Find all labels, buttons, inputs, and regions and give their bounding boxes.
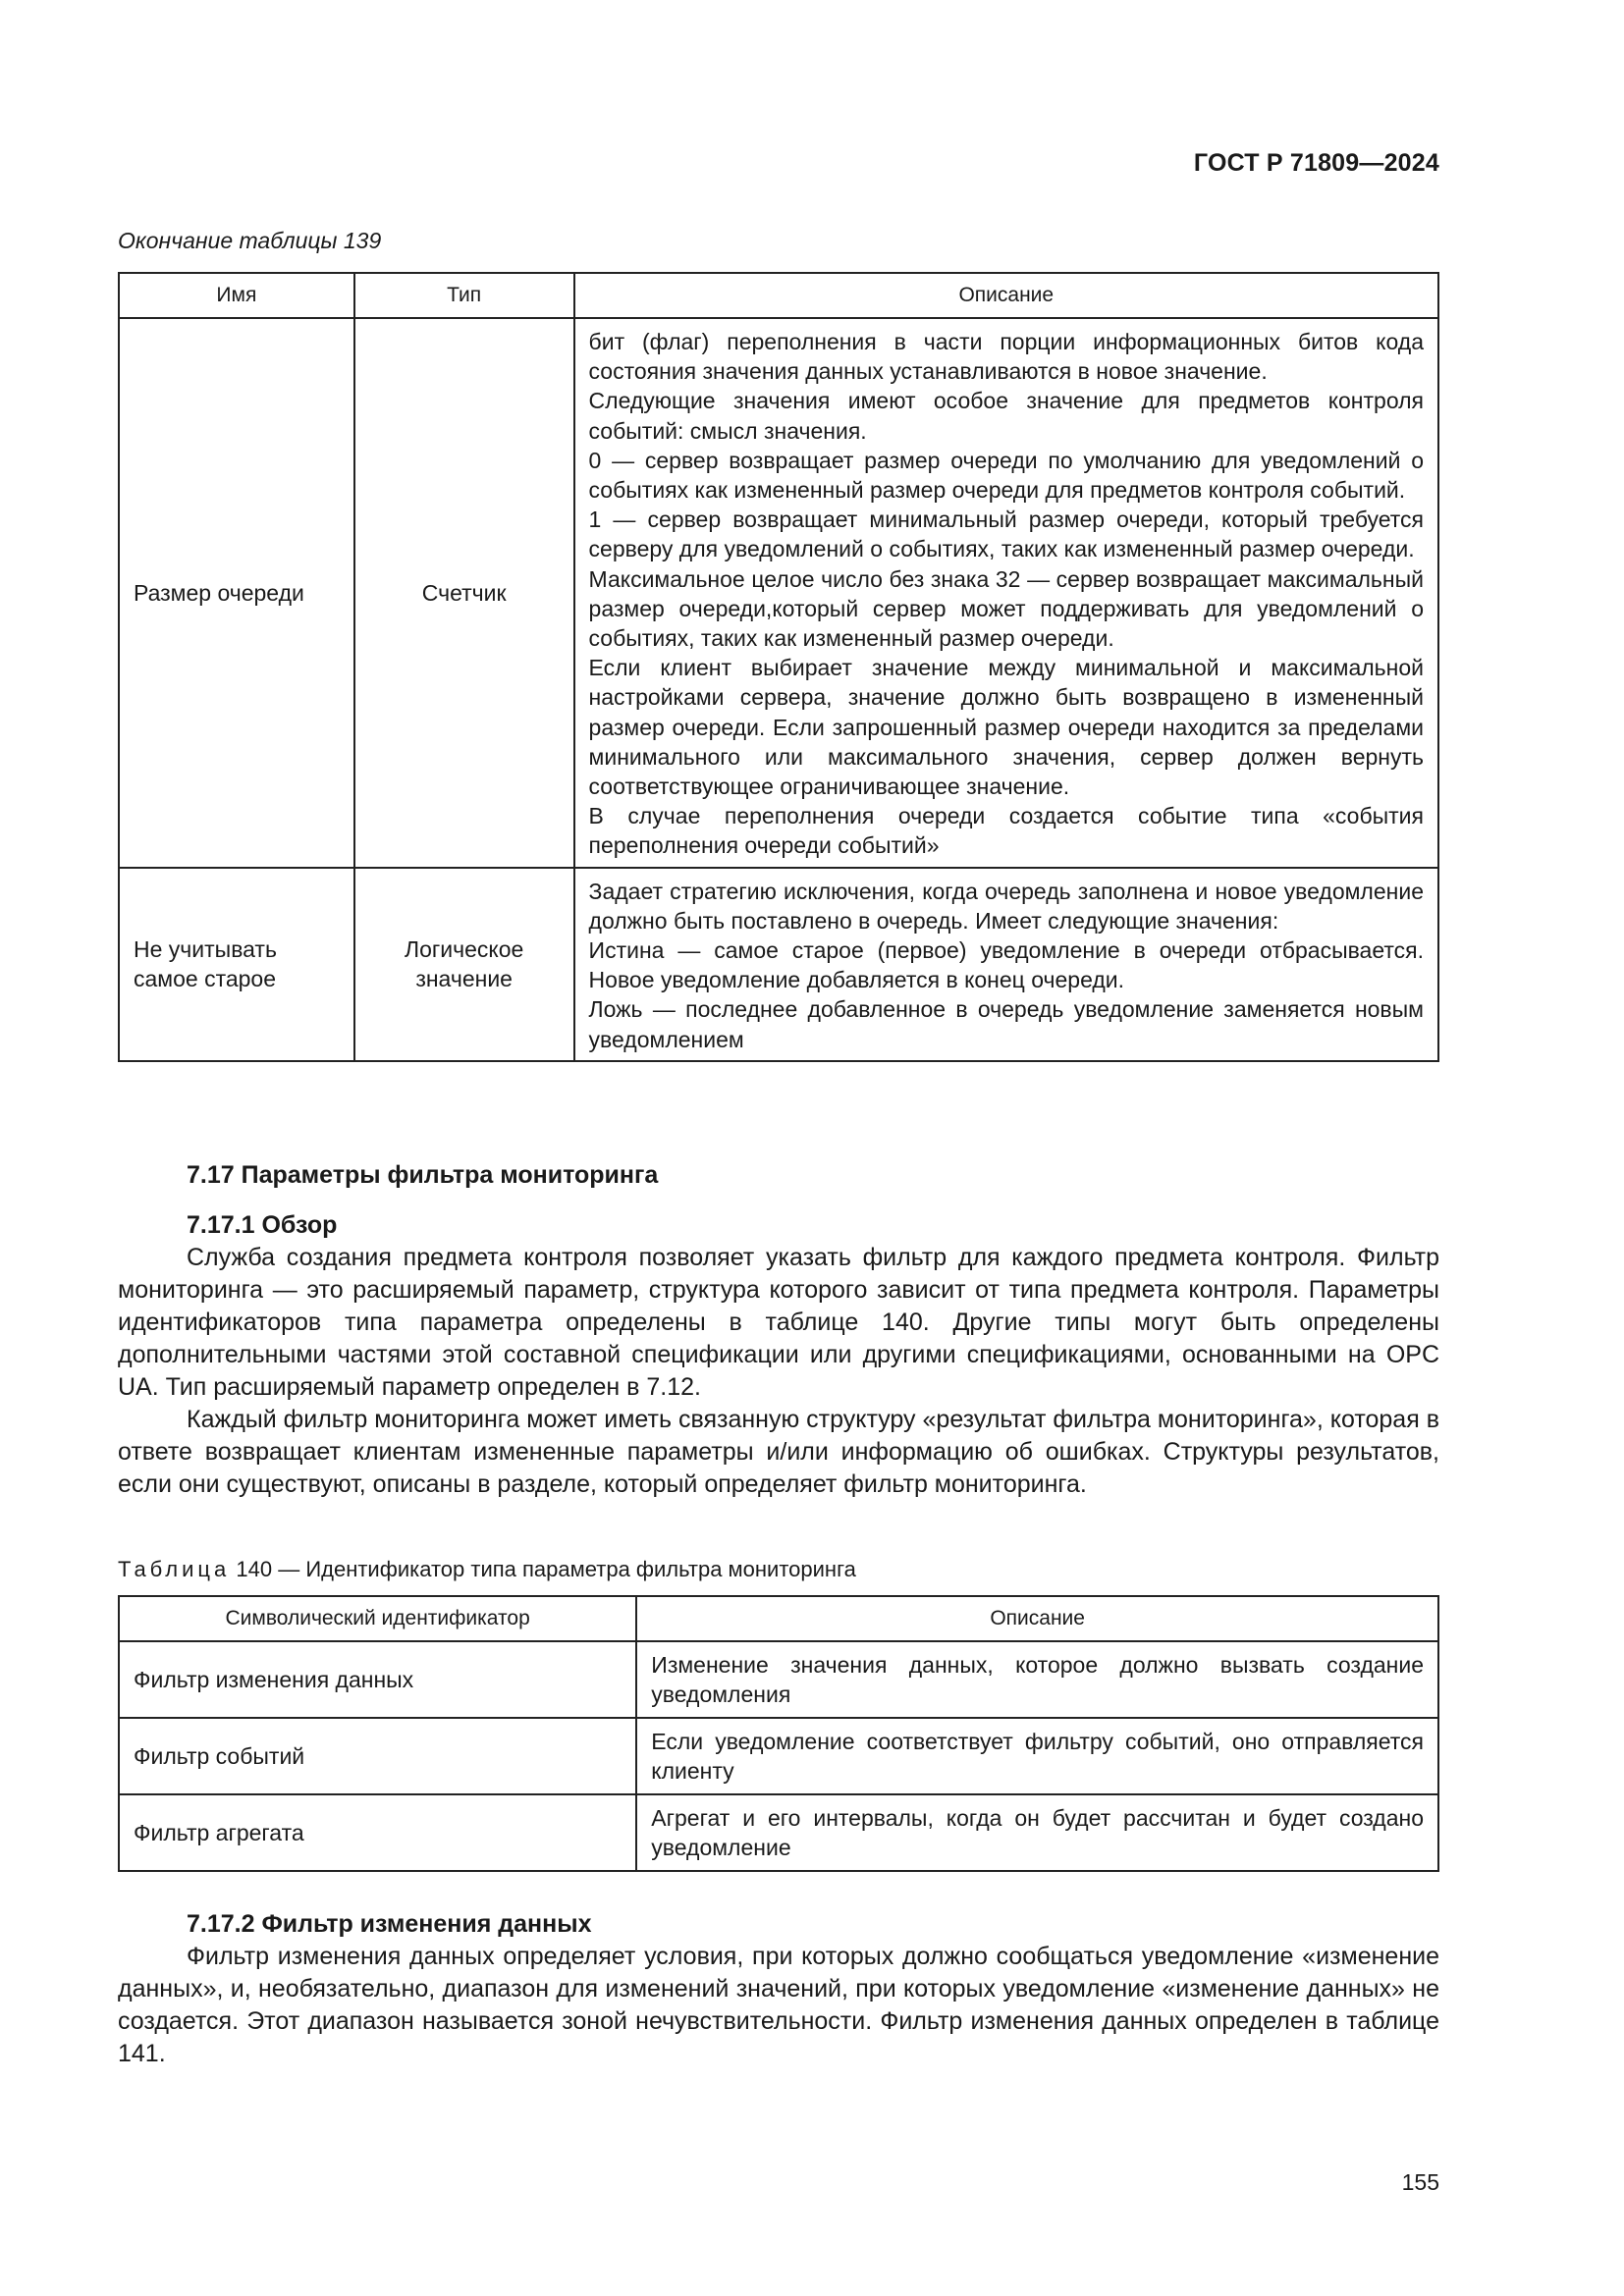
table-title: 140 — Идентификатор типа параметра фильтра мониторинга	[236, 1557, 856, 1581]
cell-identifier: Фильтр событий	[119, 1718, 636, 1794]
cell-description: Если уведомление соответствует фильтру событий, оно отправляется клиенту	[636, 1718, 1438, 1794]
subsection-heading: 7.17.1 Обзор	[187, 1211, 338, 1239]
column-header-type: Тип	[354, 273, 574, 318]
subsection-heading: 7.17.2 Фильтр изменения данных	[187, 1910, 592, 1938]
column-header-description: Описание	[636, 1596, 1438, 1641]
table-row	[119, 1718, 1438, 1794]
table-label: Таблица	[118, 1557, 231, 1581]
cell-identifier: Фильтр агрегата	[119, 1794, 636, 1871]
desc-line: Следующие значения имеют особое значение для предметов контроля событий: смысл значения.	[588, 388, 1424, 444]
cell-description: Агрегат и его интервалы, когда он будет рассчитан и будет создано уведомление	[636, 1794, 1438, 1871]
cell-description: Изменение значения данных, которое должно вызвать создание уведомления	[636, 1641, 1438, 1718]
table-140	[118, 1595, 1439, 1872]
column-header-identifier: Символический идентификатор	[119, 1596, 636, 1641]
cell-description	[574, 868, 1438, 1061]
desc-line: Истина — самое старое (первое) уведомление в очереди отбрасывается. Новое уведомление добавляется в конец очереди.	[588, 937, 1424, 993]
cell-type: Счетчик	[354, 318, 574, 868]
desc-line: В случае переполнения очереди создается событие типа «события переполнения очереди событий»	[588, 803, 1424, 859]
paragraph: Служба создания предмета контроля позволяет указать фильтр для каждого предмета контроля. Фильтр мониторинга — это расширяемый параметр, структура которого зависит от типа предмета контроля. Параметры идентификаторов типа параметра определены в таблице 140. Другие типы могут быть определены дополнительными частями этой составной спецификации или другими спецификациями, основанными на OPC UA. Тип расширяемый параметр определен в 7.12.	[118, 1244, 1439, 1401]
document-id: ГОСТ Р 71809—2024	[1193, 149, 1439, 177]
column-header-name: Имя	[119, 273, 354, 318]
paragraph: Фильтр изменения данных определяет условия, при которых должно сообщаться уведомление «изменение данных», и, необязательно, диапазон для изменений значений, при которых уведомление «изменение данных» не создается. Этот диапазон называется зоной нечувствительности. Фильтр изменения данных определен в таблице 141.	[118, 1943, 1439, 2067]
section-heading: 7.17 Параметры фильтра мониторинга	[187, 1161, 659, 1189]
desc-line: бит (флаг) переполнения в части порции информационных битов кода состояния значения данных устанавливаются в новое значение.	[588, 329, 1424, 385]
cell-identifier: Фильтр изменения данных	[119, 1641, 636, 1718]
table-139	[118, 272, 1439, 1062]
table-row	[119, 868, 1438, 1061]
cell-name: Не учитывать самое старое	[119, 868, 354, 1061]
cell-description	[574, 318, 1438, 868]
desc-line: 1 — сервер возвращает минимальный размер очереди, который требуется серверу для уведомлений о событиях, таких как измененный размер очереди.	[588, 507, 1424, 562]
table-header-row	[119, 273, 1438, 318]
desc-line: Максимальное целое число без знака 32 — сервер возвращает максимальный размер очереди,который сервер может поддерживать для уведомлений о событиях, таких как измененный размер очереди.	[588, 565, 1424, 652]
page-number: 155	[1401, 2169, 1439, 2195]
table-139-caption: Окончание таблицы 139	[118, 228, 382, 253]
table-row	[119, 1794, 1438, 1871]
table-row	[119, 318, 1438, 868]
desc-line: Задает стратегию исключения, когда очередь заполнена и новое уведомление должно быть поставлено в очередь. Имеет следующие значения:	[588, 878, 1424, 934]
desc-line: Ложь — последнее добавленное в очередь уведомление заменяется новым уведомлением	[588, 996, 1424, 1052]
desc-line: Если клиент выбирает значение между минимальной и максимальной настройками сервера, значение должно быть возвращено в измененный размер очереди. Если запрошенный размер очереди находится за пределами минимального или максимального значения, сервер должен вернуть соответствующее ограничивающее значение.	[588, 655, 1424, 800]
table-row	[119, 1641, 1438, 1718]
table-140-caption	[118, 1557, 856, 1582]
cell-name: Размер очереди	[119, 318, 354, 868]
table-header-row	[119, 1596, 1438, 1641]
column-header-description: Описание	[574, 273, 1438, 318]
paragraph: Каждый фильтр мониторинга может иметь связанную структуру «результат фильтра мониторинга», которая в ответе возвращает клиентам измененные параметры и/или информацию об ошибках. Структуры результатов, если они существуют, описаны в разделе, который определяет фильтр мониторинга.	[118, 1406, 1439, 1498]
desc-line: 0 — сервер возвращает размер очереди по умолчанию для уведомлений о событиях как измененный размер очереди для предметов контроля событий.	[588, 447, 1424, 504]
cell-type: Логическое значение	[354, 868, 574, 1061]
